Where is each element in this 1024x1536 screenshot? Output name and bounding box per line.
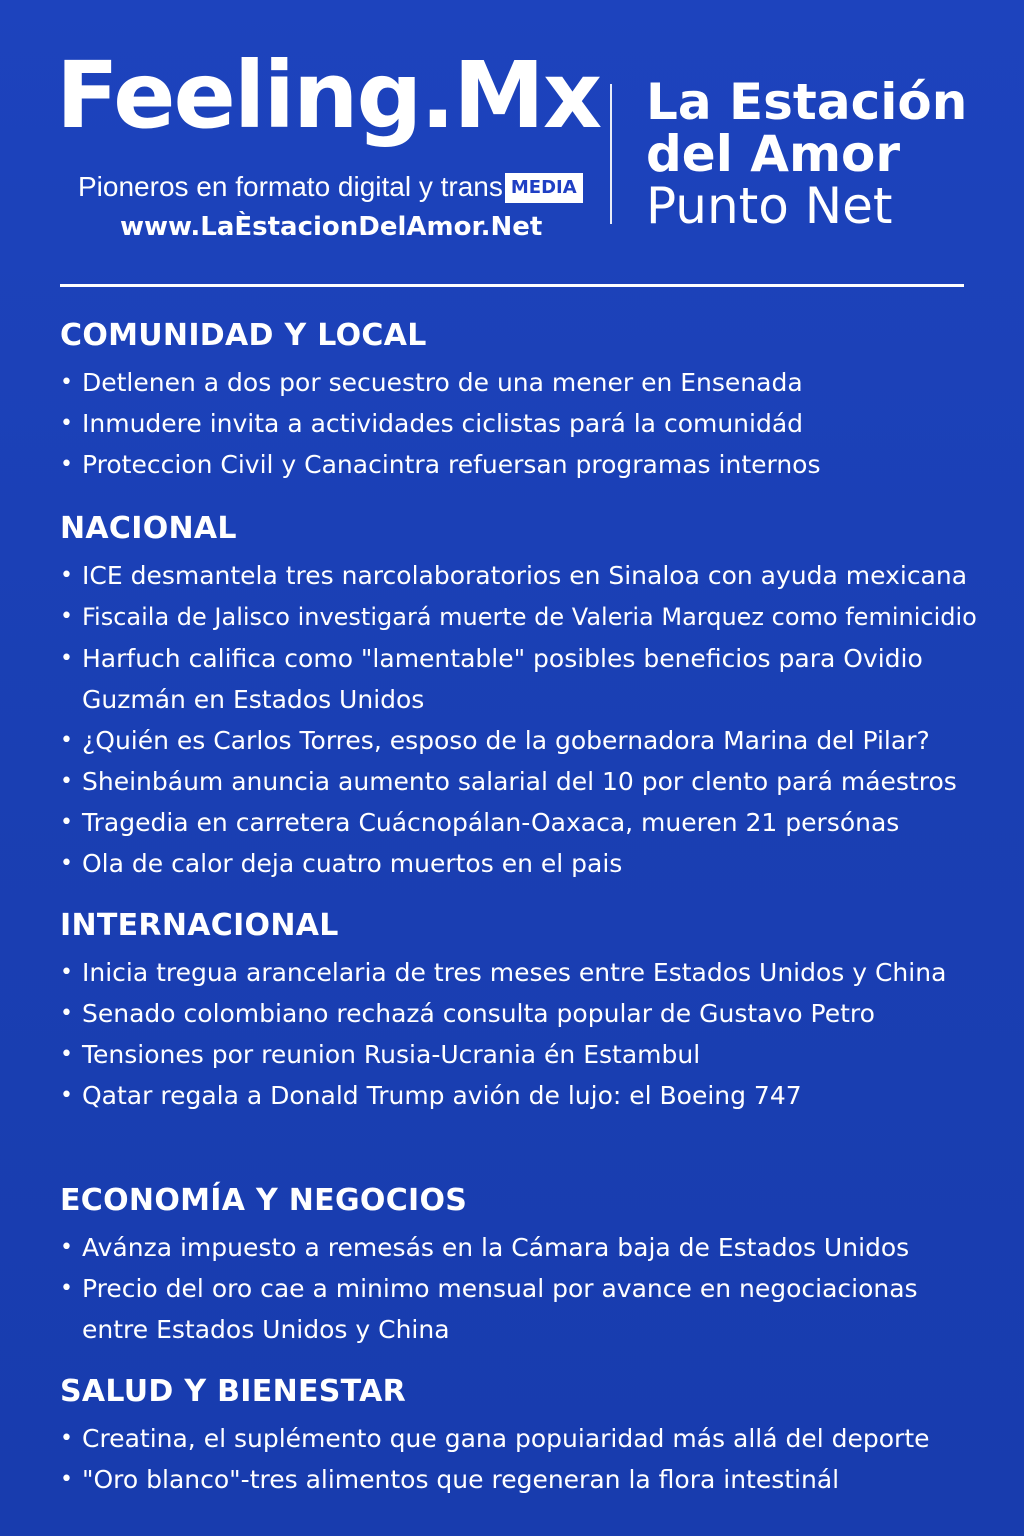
news-item <box>60 761 990 802</box>
news-list <box>60 952 990 1116</box>
website-url: www.LaÈstacionDelAmor.Net <box>120 212 543 242</box>
header <box>0 0 1024 290</box>
bullet-icon: • <box>60 1426 73 1451</box>
bullet-icon: • <box>60 851 73 876</box>
station-title <box>646 73 968 235</box>
news-item <box>60 638 990 720</box>
bullet-icon: • <box>60 1001 73 1026</box>
news-item <box>60 1034 990 1075</box>
bullet-icon: • <box>60 1083 73 1108</box>
news-item-text: Senado colombiano rechazá consulta popular de Gustavo Petro <box>82 999 875 1028</box>
news-item <box>60 993 990 1034</box>
news-item <box>60 843 990 884</box>
news-item <box>60 952 990 993</box>
news-item <box>60 555 990 596</box>
news-list <box>60 555 990 884</box>
section-title: INTERNACIONAL <box>60 908 339 943</box>
station-title-line2: del Amor <box>646 125 901 183</box>
section-comunidad-local <box>60 316 990 485</box>
news-item-text: Sheinbáum anuncia aumento salarial del 10 por clento pará máestros <box>82 767 957 796</box>
news-item <box>60 1418 990 1459</box>
news-item-text: Avánza impuesto a remesás en la Cámara baja de Estados Unidos <box>82 1233 910 1262</box>
bullet-icon: • <box>60 769 73 794</box>
news-item <box>60 802 990 843</box>
news-item <box>60 403 990 444</box>
bullet-icon: • <box>60 1042 73 1067</box>
bullet-icon: • <box>60 370 73 395</box>
news-item-text: Qatar regala a Donald Trump avión de lujo: el Boeing 747 <box>82 1081 802 1110</box>
bullet-icon: • <box>60 810 73 835</box>
news-item <box>60 1268 990 1350</box>
bullet-icon: • <box>60 646 73 671</box>
bullet-icon: • <box>60 452 73 477</box>
bullet-icon: • <box>60 960 73 985</box>
section-title: COMUNIDAD Y LOCAL <box>60 318 427 353</box>
news-item <box>60 720 990 761</box>
header-rule <box>60 284 964 287</box>
station-title-line3: Punto Net <box>646 177 893 235</box>
news-item-text: Creatina, el suplémento que gana popuiaridad más allá del deporte <box>82 1424 930 1453</box>
media-badge: MEDIA <box>505 173 583 203</box>
news-item-text: Precio del oro cae a minimo mensual por avance en negociacionas entre Estados Unidos y China <box>82 1274 918 1344</box>
news-item <box>60 1075 990 1116</box>
news-item-text: Tensiones por reunion Rusia-Ucrania én Estambul <box>82 1040 701 1069</box>
bullet-icon: • <box>60 604 73 629</box>
bullet-icon: • <box>60 1276 73 1301</box>
bullet-icon: • <box>60 563 73 588</box>
bullet-icon: • <box>60 1235 73 1260</box>
news-list <box>60 1227 990 1350</box>
section-nacional <box>60 509 990 884</box>
news-item-text: ICE desmantela tres narcolaboratorios en Sinaloa con ayuda mexicana <box>82 561 968 590</box>
news-item-text: Harfuch califica como "lamentable" posibles beneficios para Ovidio Guzmán en Estados Unidos <box>82 644 923 714</box>
section-title: SALUD Y BIENESTAR <box>60 1374 407 1409</box>
news-item <box>60 596 990 638</box>
news-item <box>60 1227 990 1268</box>
section-title: NACIONAL <box>60 511 237 546</box>
news-item-text: Fiscaila de Jalisco investigará muerte de Valeria Marquez como feminicidio <box>82 603 977 631</box>
news-item-text: Inicia tregua arancelaria de tres meses entre Estados Unidos y China <box>82 958 947 987</box>
news-item-text: Detlenen a dos por secuestro de una mener en Ensenada <box>82 368 803 397</box>
news-item <box>60 1459 990 1500</box>
news-item-text: Inmudere invita a actividades ciclistas pará la comunidád <box>82 409 804 438</box>
section-title: ECONOMÍA Y NEGOCIOS <box>60 1183 468 1218</box>
news-item-text: "Oro blanco"-tres alimentos que regeneran la flora intestinál <box>82 1465 840 1494</box>
tagline <box>78 170 583 204</box>
section-salud-bienestar <box>60 1372 990 1500</box>
news-item <box>60 362 990 403</box>
news-list <box>60 362 990 485</box>
bullet-icon: • <box>60 411 73 436</box>
news-list <box>60 1418 990 1500</box>
station-title-line1: La Estación <box>646 73 968 131</box>
news-item-text: ¿Quién es Carlos Torres, esposo de la gobernadora Marina del Pilar? <box>82 726 930 755</box>
tagline-text: Pioneros en formato digital y trans <box>78 171 503 202</box>
brand-logo-text: Feeling.Mx <box>56 42 601 149</box>
bullet-icon: • <box>60 1467 73 1492</box>
news-item-text: Ola de calor deja cuatro muertos en el pais <box>82 849 623 878</box>
news-item-text: Proteccion Civil y Canacintra refuersan programas internos <box>82 450 821 479</box>
news-item-text: Tragedia en carretera Cuácnopálan-Oaxaca, mueren 21 persónas <box>82 808 900 837</box>
bullet-icon: • <box>60 728 73 753</box>
section-internacional <box>60 906 990 1116</box>
section-economia-negocios <box>60 1181 990 1350</box>
news-item <box>60 444 990 485</box>
header-divider <box>610 84 612 224</box>
